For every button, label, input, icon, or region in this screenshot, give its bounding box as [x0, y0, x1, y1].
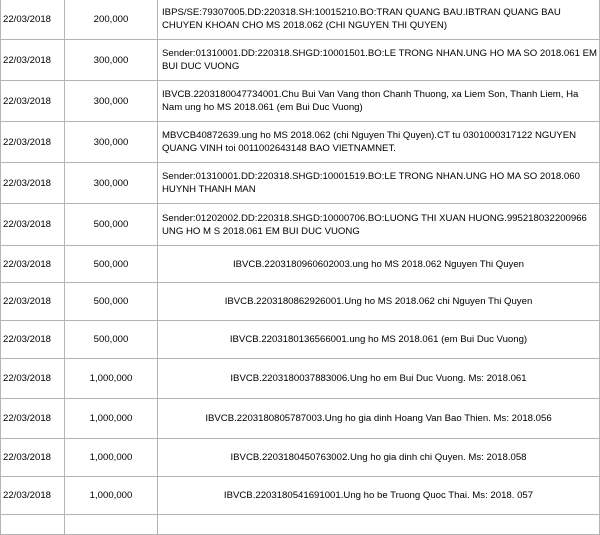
date-cell — [1, 515, 65, 535]
description-cell: IBVCB.2203180541691001.Ung ho be Truong Quoc Thai. Ms: 2018. 057 — [158, 477, 600, 515]
table-row — [1, 40, 600, 81]
amount-cell: 500,000 — [65, 246, 158, 283]
table-row — [1, 246, 600, 283]
date-cell: 22/03/2018 — [1, 204, 65, 246]
table-row — [1, 163, 600, 204]
table-row — [1, 204, 600, 246]
date-cell: 22/03/2018 — [1, 163, 65, 204]
description-cell: IBVCB.2203180862926001.Ung ho MS 2018.062 chi Nguyen Thi Quyen — [158, 283, 600, 321]
description-cell: IBVCB.2203180805787003.Ung ho gia dinh Hoang Van Bao Thien. Ms: 2018.056 — [158, 399, 600, 439]
amount-cell: 500,000 — [65, 204, 158, 246]
amount-cell: 300,000 — [65, 81, 158, 122]
table-row — [1, 283, 600, 321]
date-cell: 22/03/2018 — [1, 40, 65, 81]
amount-cell: 200,000 — [65, 0, 158, 40]
description-cell: IBVCB.2203180450763002.Ung ho gia dinh chi Quyen. Ms: 2018.058 — [158, 439, 600, 477]
table-row — [1, 321, 600, 359]
amount-cell: 1,000,000 — [65, 477, 158, 515]
description-cell — [158, 515, 600, 535]
date-cell: 22/03/2018 — [1, 0, 65, 40]
amount-cell: 500,000 — [65, 283, 158, 321]
description-cell: IBVCB.2203180037883006.Ung ho em Bui Duc Vuong. Ms: 2018.061 — [158, 359, 600, 399]
table-row — [1, 122, 600, 163]
amount-cell: 1,000,000 — [65, 359, 158, 399]
table-row — [1, 0, 600, 40]
amount-cell: 500,000 — [65, 321, 158, 359]
table-row — [1, 359, 600, 399]
table-row — [1, 515, 600, 535]
description-cell: Sender:01310001.DD:220318.SHGD:10001501.BO:LE TRONG NHAN.UNG HO MA SO 2018.061 EM BUI DUC VUONG — [158, 40, 600, 81]
table-row — [1, 399, 600, 439]
amount-cell: 300,000 — [65, 163, 158, 204]
description-cell: IBVCB.2203180960602003.ung ho MS 2018.062 Nguyen Thi Quyen — [158, 246, 600, 283]
date-cell: 22/03/2018 — [1, 399, 65, 439]
date-cell: 22/03/2018 — [1, 359, 65, 399]
table-row — [1, 439, 600, 477]
date-cell: 22/03/2018 — [1, 122, 65, 163]
table-row — [1, 477, 600, 515]
description-cell: Sender:01310001.DD:220318.SHGD:10001519.BO:LE TRONG NHAN.UNG HO MA SO 2018.060 HUYNH THANH MAN — [158, 163, 600, 204]
date-cell: 22/03/2018 — [1, 477, 65, 515]
amount-cell: 300,000 — [65, 122, 158, 163]
date-cell: 22/03/2018 — [1, 81, 65, 122]
amount-cell: 300,000 — [65, 40, 158, 81]
description-cell: IBPS/SE:79307005.DD:220318.SH:10015210.BO:TRAN QUANG BAU.IBTRAN QUANG BAU CHUYEN KHOAN CHO MS 2018.062 (CHI NGUYEN THI QUYEN) — [158, 0, 600, 40]
description-cell: Sender:01202002.DD:220318.SHGD:10000706.BO:LUONG THI XUAN HUONG.995218032200966 UNG HO M S 2018.061 EM BUI DUC VUONG — [158, 204, 600, 246]
date-cell: 22/03/2018 — [1, 439, 65, 477]
description-cell: IBVCB.2203180136566001.ung ho MS 2018.061 (em Bui Duc Vuong) — [158, 321, 600, 359]
amount-cell — [65, 515, 158, 535]
date-cell: 22/03/2018 — [1, 283, 65, 321]
table-row — [1, 81, 600, 122]
date-cell: 22/03/2018 — [1, 246, 65, 283]
amount-cell: 1,000,000 — [65, 439, 158, 477]
amount-cell: 1,000,000 — [65, 399, 158, 439]
date-cell: 22/03/2018 — [1, 321, 65, 359]
description-cell: IBVCB.2203180047734001.Chu Bui Van Vang thon Chanh Thuong, xa Liem Son, Thanh Liem, Ha Nam ung ho MS 2018.061 (em Bui Duc Vuong) — [158, 81, 600, 122]
description-cell: MBVCB40872639.ung ho MS 2018.062 (chi Nguyen Thi Quyen).CT tu 0301000317122 NGUYEN QUANG VINH toi 0011002643148 BAO VIETNAMNET. — [158, 122, 600, 163]
